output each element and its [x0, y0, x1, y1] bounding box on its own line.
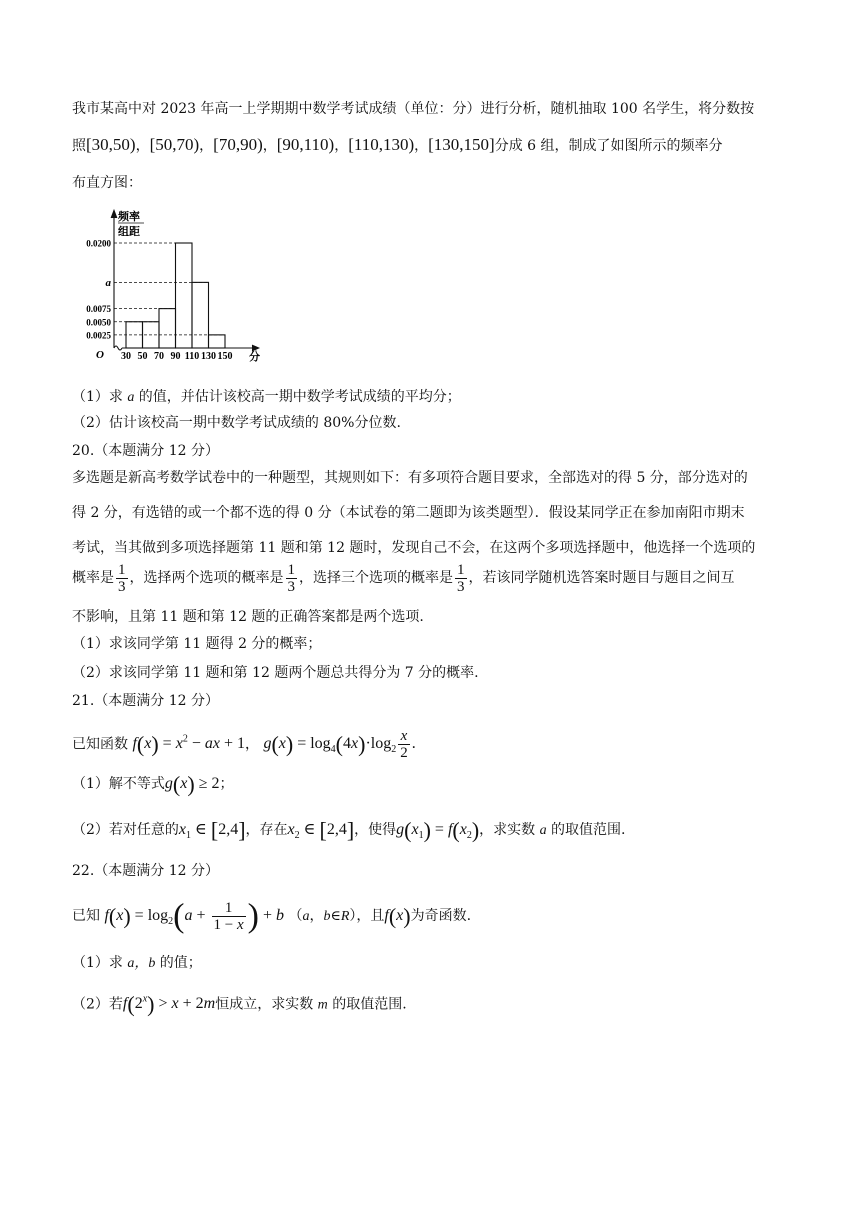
interval-6: [130,150] [428, 135, 495, 154]
histogram-bar-4 [176, 243, 193, 348]
formula-eq: $g(x_1) = f(x_2)$ [396, 817, 480, 843]
var-a: a [539, 823, 547, 838]
y-tick-label-1: 0.0200 [86, 238, 111, 249]
x-tick-label-7: 150 [217, 351, 233, 362]
q20-part-1: （1）求该同学第 11 题得 2 分的概率； [72, 636, 322, 652]
q20-text-3: 考试，当其做到多项选择题第 11 题和第 12 题时，发现自己不会，在这两个多项选择题中，他选择一个选项的 [72, 540, 756, 556]
intro-line-3: 布直方图： [72, 175, 142, 191]
numerator: 1 [457, 561, 465, 578]
var-a: a [302, 909, 310, 924]
text: 的取值范围. [327, 996, 407, 1013]
numerator: 1 [287, 561, 295, 578]
text: ，选择三个选项的概率是 [299, 570, 453, 586]
frequency-histogram [66, 205, 266, 365]
text: ，若该同学随机选答案时题目与题目之间互 [468, 570, 735, 586]
text: ），且 [349, 908, 385, 924]
text: （1）求 [72, 955, 128, 971]
y-tick-label-4: 0.0050 [86, 317, 111, 328]
text: ， [309, 908, 324, 924]
text: 已知 [72, 908, 100, 924]
text: 已知函数 [72, 736, 128, 753]
denominator: 3 [118, 578, 126, 595]
text: ∈ [330, 909, 341, 924]
text: 恒成立，求实数 [215, 996, 318, 1013]
ylabel-bottom: 组距 [118, 226, 140, 238]
y-tick-label-2: a [105, 276, 111, 289]
formula-fx: f(x) [384, 903, 411, 929]
q21-part-1 [72, 770, 800, 798]
q20-text-2: 得 2 分，有选错的或一个都不选的得 0 分（本试卷的第二题即为该类题型）．假设某同学正在参加南阳市期末 [72, 505, 745, 521]
interval-5: [110,130) [348, 135, 415, 154]
intro-text: 分成 6 组，制成了如图所示的频率分 [494, 138, 723, 154]
text: 为奇函数. [410, 908, 472, 924]
q19-part-1 [72, 386, 800, 409]
text: ， [244, 736, 259, 753]
fraction-one-third [455, 562, 467, 595]
formula-x2: $x_2$ ∈ [2,4] [287, 817, 355, 843]
interval-2: [50,70) [149, 135, 200, 154]
x-tick-label-3: 70 [154, 351, 164, 362]
interval-1: [30,50) [86, 135, 136, 154]
x-tick-label-4: 90 [170, 351, 181, 362]
q20-text-5: 不影响，且第 11 题和第 12 题的正确答案都是两个选项. [72, 609, 424, 625]
interval-3: [70,90) [213, 135, 263, 154]
text: 的值； [155, 955, 202, 971]
q19-part-2: （2）估计该校高一期中数学考试成绩的 80%分位数. [72, 415, 401, 431]
formula-x1: $x_1$ ∈ [2,4] [178, 817, 246, 843]
intro-text: 照 [72, 138, 86, 154]
q20-heading: 20.（本题满分 12 分） [72, 443, 219, 459]
q22-text-1 [72, 894, 800, 944]
x-tick-label-5: 110 [184, 351, 200, 362]
intro-line-2: 照[30,50)，[50,70)，[70,90)，[90,110)，[110,130)，[130,150]分成 6 组，制成了如图所示的频率分 [72, 135, 723, 154]
y-tick-label-5: 0.0025 [86, 330, 111, 341]
q21-part-2 [72, 816, 800, 850]
text: 的取值范围. [546, 822, 626, 838]
text: （1）求 [72, 389, 128, 405]
origin-label: O [96, 349, 104, 361]
var-a: a [127, 390, 135, 405]
text: ，选择两个选项的概率是 [129, 570, 284, 586]
q21-heading: 21.（本题满分 12 分） [72, 693, 219, 709]
y-tick-label-3: 0.0075 [86, 304, 111, 315]
formula-ineq: $f(2^x) > x + 2m$ [122, 991, 216, 1017]
x-tick-label-6: 130 [201, 351, 216, 362]
text: ； [219, 776, 234, 792]
q22-part-2 [72, 986, 800, 1019]
histogram-bars [126, 243, 225, 348]
xlabel: 分 [249, 351, 260, 363]
formula-f: $f(x) = x^2$ − ax + 1 [132, 731, 245, 757]
inequality: g(x) ≥ 2 [164, 771, 220, 797]
fraction-one-third [286, 562, 298, 595]
q20-text-4 [72, 560, 800, 596]
denominator: 3 [287, 578, 295, 595]
interval-4: [90,110) [276, 135, 335, 154]
denominator: 3 [457, 578, 465, 595]
q21-text-1 [72, 722, 800, 769]
y-axis-arrow [111, 210, 117, 218]
x-tick-label-1: 30 [121, 351, 131, 362]
q20-text-1: 多选题是新高考数学试卷中的一种题型，其规则如下：有多项符合题目要求，全部选对的得 5 分，部分选对的 [72, 470, 748, 486]
formula-g: $g(x) = \log_4(4x)\cdot\log_2$ $\frac{x}{2}$ . [263, 728, 416, 762]
histogram-bar-5 [192, 282, 209, 348]
vars-ab: a，b [127, 956, 156, 971]
var-b: b [323, 909, 331, 924]
text: ，存在 [245, 822, 288, 838]
histogram-labels [86, 209, 260, 363]
histogram-bar-6 [209, 335, 226, 348]
q22-heading: 22.（本题满分 12 分） [72, 863, 219, 879]
text: （ [288, 908, 303, 924]
formula-f-log: $f(x) = \log_2(a$ + $\frac{1}{1 - x}$ ) + b [104, 897, 284, 935]
var-R: R [340, 909, 350, 924]
text: 概率是 [72, 570, 114, 586]
text: （1）解不等式 [72, 776, 165, 792]
text: 的值，并估计该校高一期中数学考试成绩的平均分； [134, 389, 461, 405]
text: （2）若 [72, 996, 123, 1013]
numerator: 1 [118, 561, 126, 578]
ylabel-top: 频率 [118, 211, 140, 223]
axis-break [114, 346, 122, 350]
text: ，使得 [354, 822, 397, 838]
q22-part-1 [72, 952, 800, 975]
x-tick-label-2: 50 [137, 351, 148, 362]
text: ，求实数 [479, 822, 540, 838]
fraction-one-third [116, 562, 128, 595]
histogram-bar-3 [159, 309, 176, 348]
var-m: m [317, 997, 328, 1013]
q20-part-2: （2）求该同学第 11 题和第 12 题两个题总共得分为 7 分的概率. [72, 665, 479, 681]
intro-line-1: 我市某高中对 2023 年高一上学期期中数学考试成绩（单位：分）进行分析，随机抽取 100 名学生，将分数按 [72, 101, 755, 117]
text: （2）若对任意的 [72, 822, 179, 838]
